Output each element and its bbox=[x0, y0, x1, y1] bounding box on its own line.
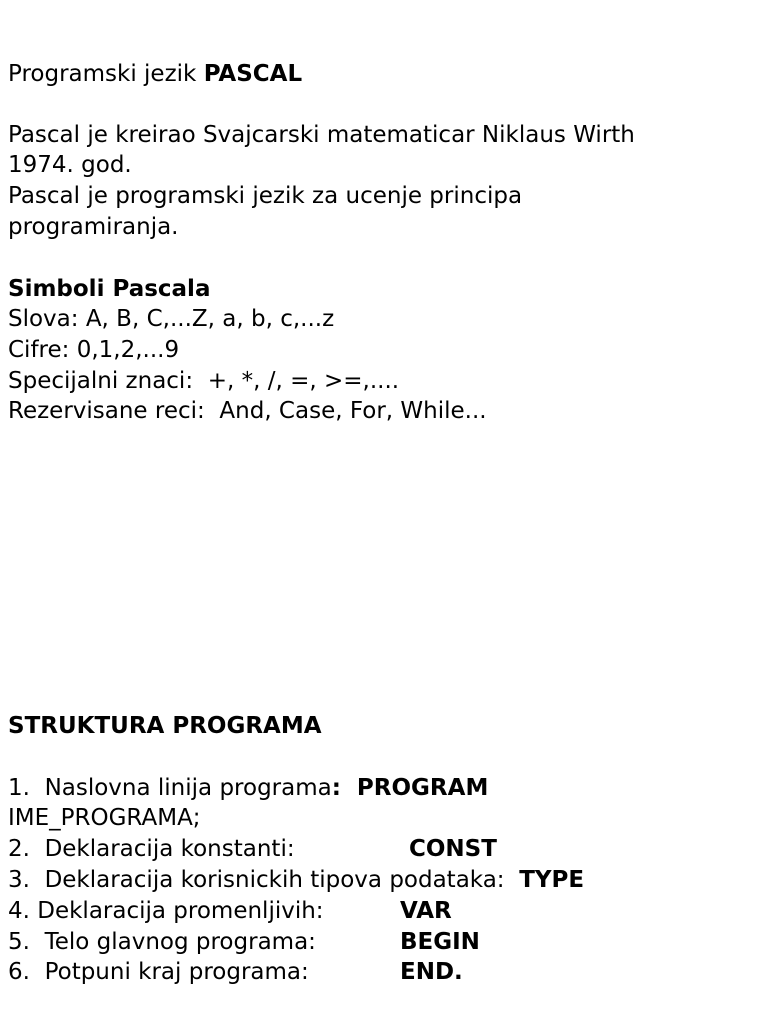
structure-item-2: 2. Deklaracija konstanti: CONST bbox=[8, 836, 497, 862]
page-title bbox=[8, 59, 302, 89]
structure-item-1: 1. Naslovna linija programa: PROGRAM bbox=[8, 775, 489, 801]
symbols-digits: Cifre: 0,1,2,...9 bbox=[8, 337, 180, 363]
keyword-var: VAR bbox=[400, 898, 452, 924]
intro-line-3: Pascal je programski jezik za ucenje principa bbox=[8, 183, 523, 209]
intro-line-4: programiranja. bbox=[8, 214, 179, 240]
symbols-heading: Simboli Pascala bbox=[8, 276, 211, 302]
symbols-letters: Slova: A, B, C,...Z, a, b, c,...z bbox=[8, 306, 335, 332]
keyword-const: CONST bbox=[409, 836, 497, 862]
structure-item-1-continuation: IME_PROGRAMA; bbox=[8, 805, 201, 831]
structure-item-4: 4. Deklaracija promenljivih: VAR bbox=[8, 898, 452, 924]
structure-item-5: 5. Telo glavnog programa: BEGIN bbox=[8, 929, 480, 955]
symbols-special: Specijalni znaci: +, *, /, =, >=,.... bbox=[8, 368, 400, 394]
title-prefix: Programski jezik bbox=[8, 61, 204, 87]
symbols-reserved: Rezervisane reci: And, Case, For, While... bbox=[8, 398, 487, 424]
title-bold: PASCAL bbox=[203, 61, 303, 87]
structure-heading: STRUKTURA PROGRAMA bbox=[8, 713, 322, 739]
intro-line-2: 1974. god. bbox=[8, 152, 132, 178]
intro-line-1: Pascal je kreirao Svajcarski matematicar Niklaus Wirth bbox=[8, 122, 635, 148]
keyword-end: END. bbox=[400, 959, 463, 985]
keyword-type: TYPE bbox=[519, 867, 585, 893]
structure-item-3: 3. Deklaracija korisnickih tipova podataka: TYPE bbox=[8, 867, 585, 893]
structure-item-6: 6. Potpuni kraj programa: END. bbox=[8, 959, 463, 985]
keyword-begin: BEGIN bbox=[400, 929, 480, 955]
